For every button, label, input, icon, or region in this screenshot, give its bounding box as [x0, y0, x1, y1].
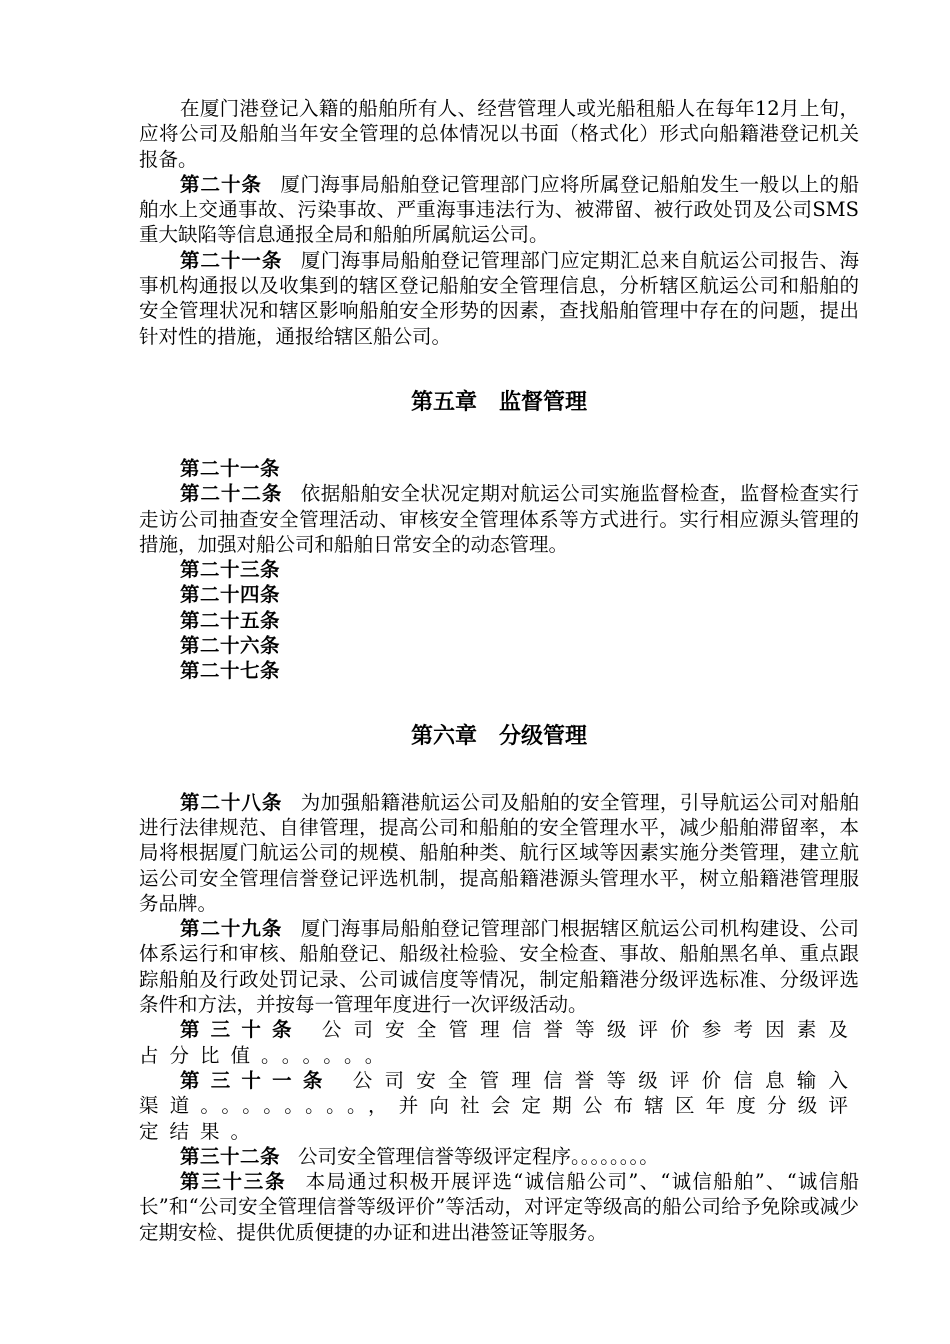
article-20: [139, 172, 859, 248]
article-label: 第二十四条: [180, 583, 281, 607]
intro-paragraph: 在厦门港登记入籍的船舶所有人、经营管理人或光船租船人在每年12月上旬，应将公司及船舶当年安全管理的总体情况以书面（格式化）形式向船籍港登记机关报备。: [139, 97, 859, 171]
article-label: 第二十三条: [180, 558, 281, 582]
article-text: 厦门海事局船舶登记管理部门根据辖区航运公司机构建设、公司体系运行和审核、船舶登记、船级社检验、安全检查、事故、船舶黑名单、重点跟踪船舶及行政处罚记录、公司诚信度等情况，制定船籍港分级评选标准、分级评选条件和方法，并按每一管理年度进行一次评级活动。: [139, 917, 859, 1017]
article-label: 第三十条: [180, 1018, 303, 1042]
chapter-5-title: 第五章 监督管理: [410, 389, 587, 415]
article-text: 公司安全管理信誉等级评价信息输入渠道。。。。。。。。，并向社会定期公布辖区年度分级评定结果。: [139, 1068, 859, 1143]
article-label: 第三十三条: [180, 1170, 287, 1194]
article-label: 第二十七条: [180, 659, 281, 683]
article-label: 第二十五条: [180, 608, 281, 632]
article-21-heading: [139, 456, 859, 481]
article-23-heading: [139, 557, 859, 582]
article-label: 第二十一条: [180, 456, 281, 480]
article-29: [139, 916, 859, 1017]
article-label: 第二十八条: [180, 790, 283, 814]
article-label: 第二十六条: [180, 634, 281, 658]
article-text: 本局通过积极开展评选“诚信船公司”、“诚信船舶”、“诚信船长”和“公司安全管理信誉等级评价”等活动，对评定等级高的船公司给予免除或减少定期安检、提供优质便捷的办证和进出港签证等服务。: [139, 1170, 859, 1244]
article-28: [139, 790, 859, 916]
article-label: 第二十九条: [180, 917, 283, 941]
article-text: 公司安全管理信誉等级评定程序。。。。。。。。: [298, 1144, 659, 1168]
article-27-heading: [139, 658, 859, 683]
article-label: 第二十条: [180, 172, 262, 196]
article-label: 第三十一条: [180, 1068, 334, 1092]
article-22: [139, 481, 859, 557]
article-31: [139, 1068, 859, 1144]
article-text: 厦门海事局船舶登记管理部门应定期汇总来自航运公司报告、海事机构通报以及收集到的辖区登记船舶安全管理信息，分析辖区航运公司和船舶的安全管理状况和辖区影响船舶安全形势的因素，查找船舶管理中存在的问题，提出针对性的措施，通报给辖区船公司。: [139, 248, 859, 348]
article-24-heading: [139, 582, 859, 607]
article-text: 厦门海事局船舶登记管理部门应将所属登记船舶发生一般以上的船舶水上交通事故、污染事故、严重海事违法行为、被滞留、被行政处罚及公司SMS重大缺陷等信息通报全局和船舶所属航运公司。: [139, 172, 859, 247]
article-label: 第二十一条: [180, 248, 283, 272]
article-21: [139, 248, 859, 349]
article-text: 依据船舶安全状况定期对航运公司实施监督检查，监督检查实行走访公司抽查安全管理活动、审核安全管理体系等方式进行。实行相应源头管理的措施，加强对船公司和船舶日常安全的动态管理。: [139, 482, 859, 556]
article-33: [139, 1169, 859, 1245]
article-25-heading: [139, 608, 859, 633]
article-26-heading: [139, 633, 859, 658]
article-text: 为加强船籍港航运公司及船舶的安全管理，引导航运公司对船舶进行法律规范、自律管理，提高公司和船舶的安全管理水平，减少船舶滞留率，本局将根据厦门航运公司的规模、船舶种类、航行区域等因素实施分类管理，建立航运公司安全管理信誉登记评选机制，提高船籍港源头管理水平，树立船籍港管理服务品牌。: [139, 790, 859, 915]
article-32: [139, 1144, 859, 1169]
document-body: [139, 96, 859, 1245]
chapter-6-title: 第六章 分级管理: [410, 723, 587, 749]
article-30: [139, 1017, 859, 1068]
article-label: 第三十二条: [180, 1144, 281, 1168]
article-label: 第二十二条: [180, 482, 283, 506]
article-text: 公司安全管理信誉等级评价参考因素及占分比值。。。。。。: [139, 1018, 859, 1067]
